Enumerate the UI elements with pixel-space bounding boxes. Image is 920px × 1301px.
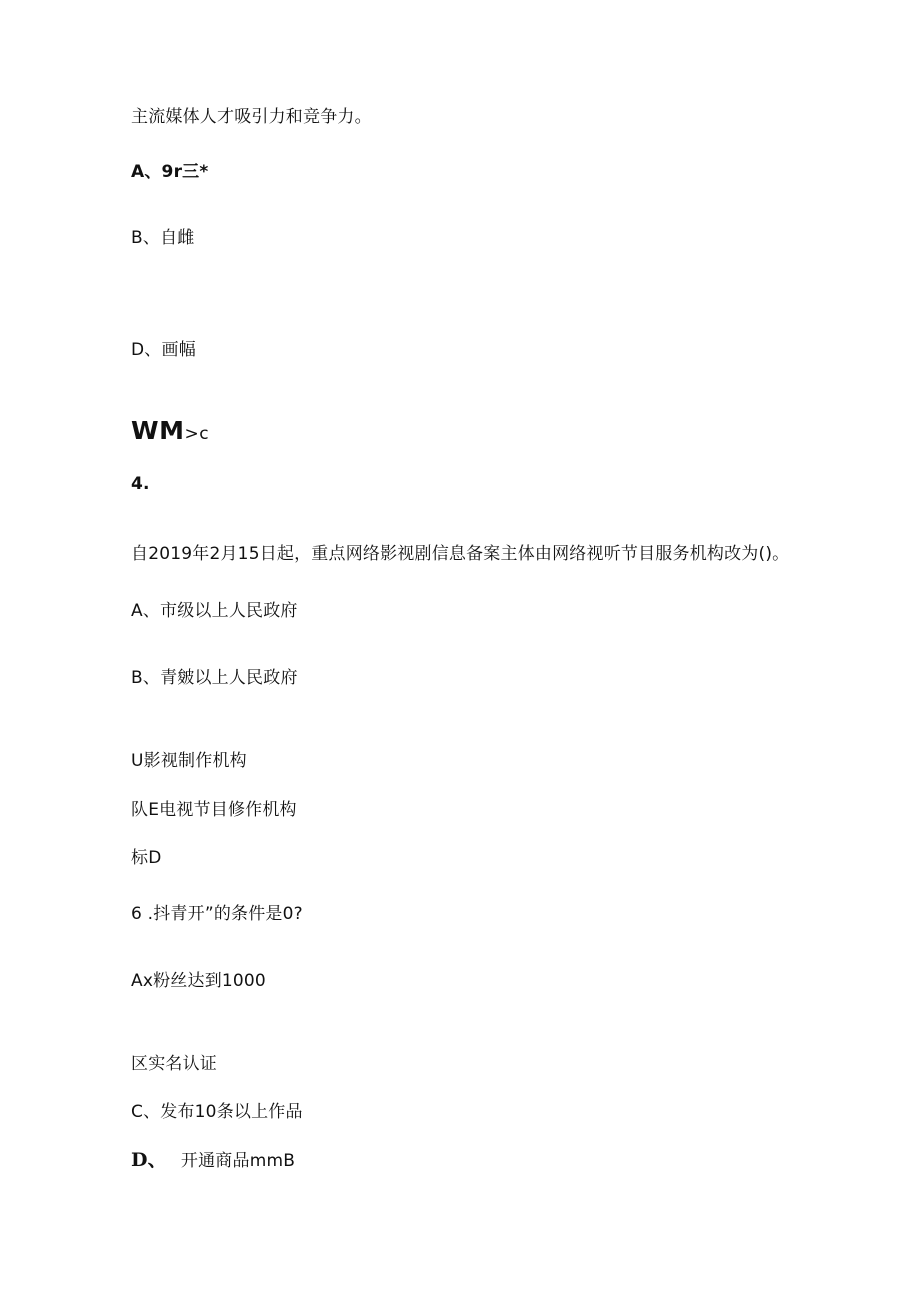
question-6-option-a: Ax粉丝达到1000 xyxy=(131,971,266,991)
question-4-option-b: B、青皴以上人民政府 xyxy=(131,668,298,688)
question-4-answer: 标D xyxy=(131,848,162,868)
question-4-option-a: A、市级以上人民政府 xyxy=(131,601,298,621)
question-continuation: 主流媒体人才吸引力和竞争力。 xyxy=(131,107,372,127)
answer-main-text: WM xyxy=(131,416,185,445)
question-6-option-b: 区实名认证 xyxy=(131,1054,217,1074)
option-d-text: 开通商品mmB xyxy=(180,1151,296,1171)
question-3-answer xyxy=(131,416,209,449)
question-6-option-c: C、发布10条以上作品 xyxy=(131,1102,303,1122)
question-3-option-a: A、9r三* xyxy=(131,162,209,182)
question-3-option-b: B、自雌 xyxy=(131,228,195,248)
question-6-option-d xyxy=(131,1149,295,1172)
question-3-option-d: D、画幅 xyxy=(131,340,196,360)
answer-tail-text: >c xyxy=(184,424,210,444)
question-4-option-d: 队E电视节目修作机构 xyxy=(131,800,297,820)
option-d-label: D、 xyxy=(131,1149,167,1171)
question-6-text: 6 .抖青开”的条件是0? xyxy=(131,904,303,924)
question-4-text: 自2019年2月15日起，重点网络影视剧信息备案主体由网络视听节目服务机构改为()。 xyxy=(131,544,790,564)
question-4-number: 4. xyxy=(131,474,150,494)
question-4-option-c: U影视制作机构 xyxy=(131,751,247,771)
